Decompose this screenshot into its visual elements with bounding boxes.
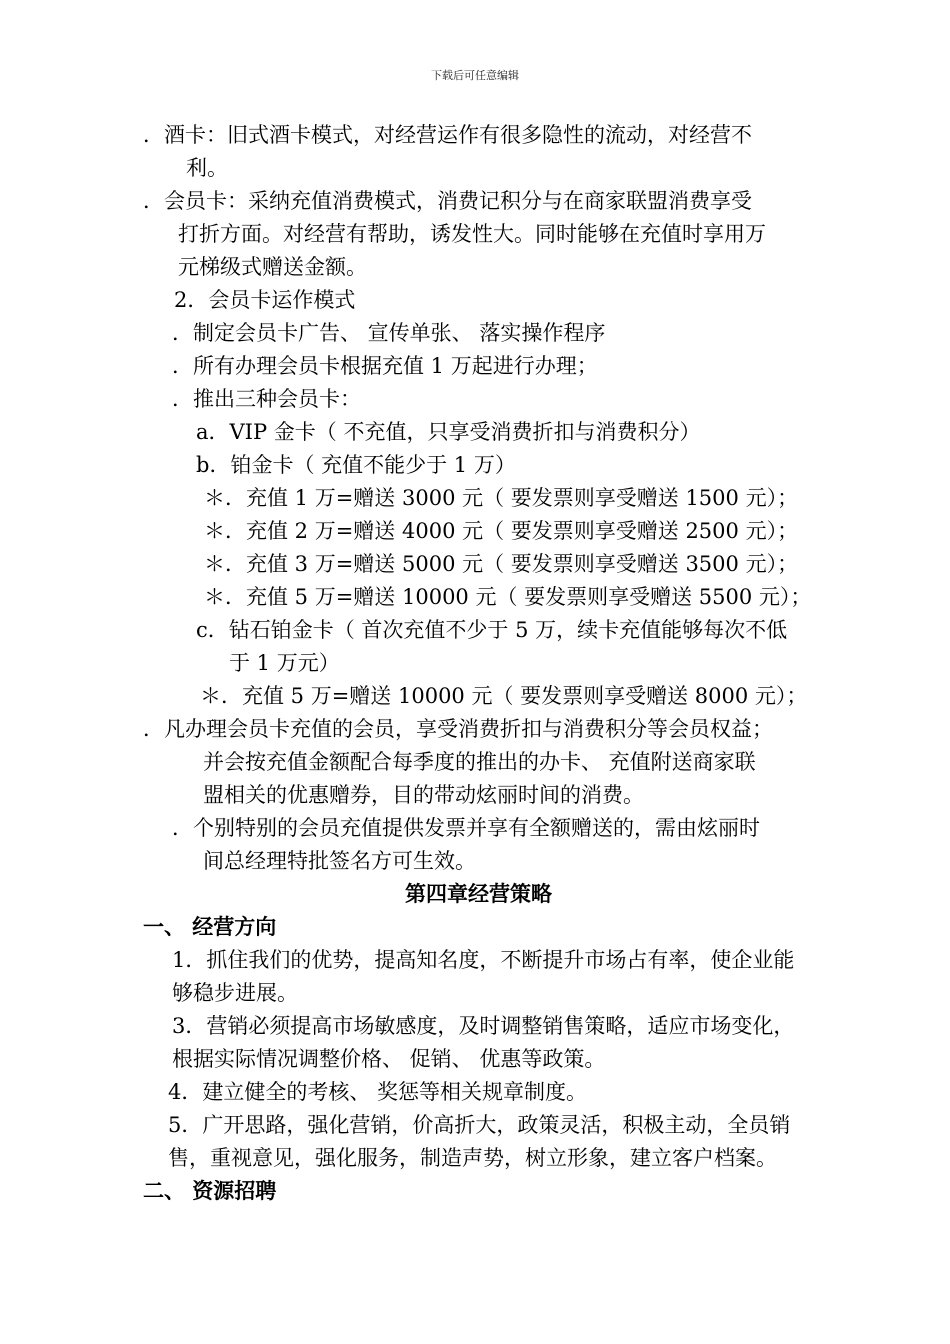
page-header: 下载后可任意编辑: [431, 69, 519, 82]
text-line: 3．营销必须提高市场敏感度，及时调整销售策略，适应市场变化，: [172, 1014, 795, 1038]
section-heading: 一、 经营方向: [143, 915, 277, 939]
text-line: ＊．充值 5 万=赠送 10000 元（ 要发票则享受赠送 5500 元）；: [204, 585, 812, 609]
text-line: ．推出三种会员卡：: [172, 387, 361, 411]
text-line: 利。: [186, 156, 228, 180]
text-line: 够稳步进展。: [172, 981, 298, 1005]
text-line: c．钻石铂金卡（ 首次充值不少于 5 万，续卡充值能够每次不低: [196, 618, 788, 642]
text-line: ＊．充值 5 万=赠送 10000 元（ 要发票则享受赠送 8000 元）；: [200, 684, 808, 708]
text-line: ．制定会员卡广告、 宣传单张、 落实操作程序: [172, 321, 606, 345]
text-line: 间总经理特批签名方可生效。: [203, 849, 476, 873]
text-line: ＊．充值 1 万=赠送 3000 元（ 要发票则享受赠送 1500 元）；: [204, 486, 799, 510]
text-line: ＊．充值 2 万=赠送 4000 元（ 要发票则享受赠送 2500 元）；: [204, 519, 799, 543]
chapter-title: 第四章经营策略: [405, 882, 552, 906]
text-line: 1．抓住我们的优势，提高知名度，不断提升市场占有率，使企业能: [172, 948, 795, 972]
text-line: 盟相关的优惠赠券，目的带动炫丽时间的消费。: [203, 783, 644, 807]
text-line: b．铂金卡（ 充值不能少于 1 万）: [196, 453, 516, 477]
text-line: 根据实际情况调整价格、 促销、 优惠等政策。: [172, 1047, 606, 1071]
text-line: 2．会员卡运作模式: [174, 288, 356, 312]
text-line: 打折方面。对经营有帮助，诱发性大。同时能够在充值时享用万: [178, 222, 766, 246]
text-line: ．凡办理会员卡充值的会员，享受消费折扣与消费积分等会员权益；: [143, 717, 773, 741]
text-line: ．会员卡：采纳充值消费模式，消费记积分与在商家联盟消费享受: [143, 189, 752, 213]
text-line: a．VIP 金卡（ 不充值，只享受消费折扣与消费积分）: [196, 420, 701, 444]
text-line: ．酒卡：旧式酒卡模式，对经营运作有很多隐性的流动，对经营不: [143, 123, 752, 147]
text-line: 售，重视意见，强化服务，制造声势，树立形象，建立客户档案。: [168, 1146, 777, 1170]
text-line: 5．广开思路，强化营销，价高折大，政策灵活，积极主动，全员销: [168, 1113, 791, 1137]
text-line: 4．建立健全的考核、 奖惩等相关规章制度。: [168, 1080, 588, 1104]
text-line: ．个别特别的会员充值提供发票并享有全额赠送的，需由炫丽时: [172, 816, 760, 840]
text-line: 于 1 万元）: [229, 651, 340, 675]
text-line: ＊．充值 3 万=赠送 5000 元（ 要发票则享受赠送 3500 元）；: [204, 552, 799, 576]
text-line: 元梯级式赠送金额。: [178, 255, 367, 279]
text-line: ．所有办理会员卡根据充值 1 万起进行办理；: [172, 354, 598, 378]
text-line: 并会按充值金额配合每季度的推出的办卡、 充值附送商家联: [203, 750, 756, 774]
section-heading: 二、 资源招聘: [143, 1179, 277, 1203]
